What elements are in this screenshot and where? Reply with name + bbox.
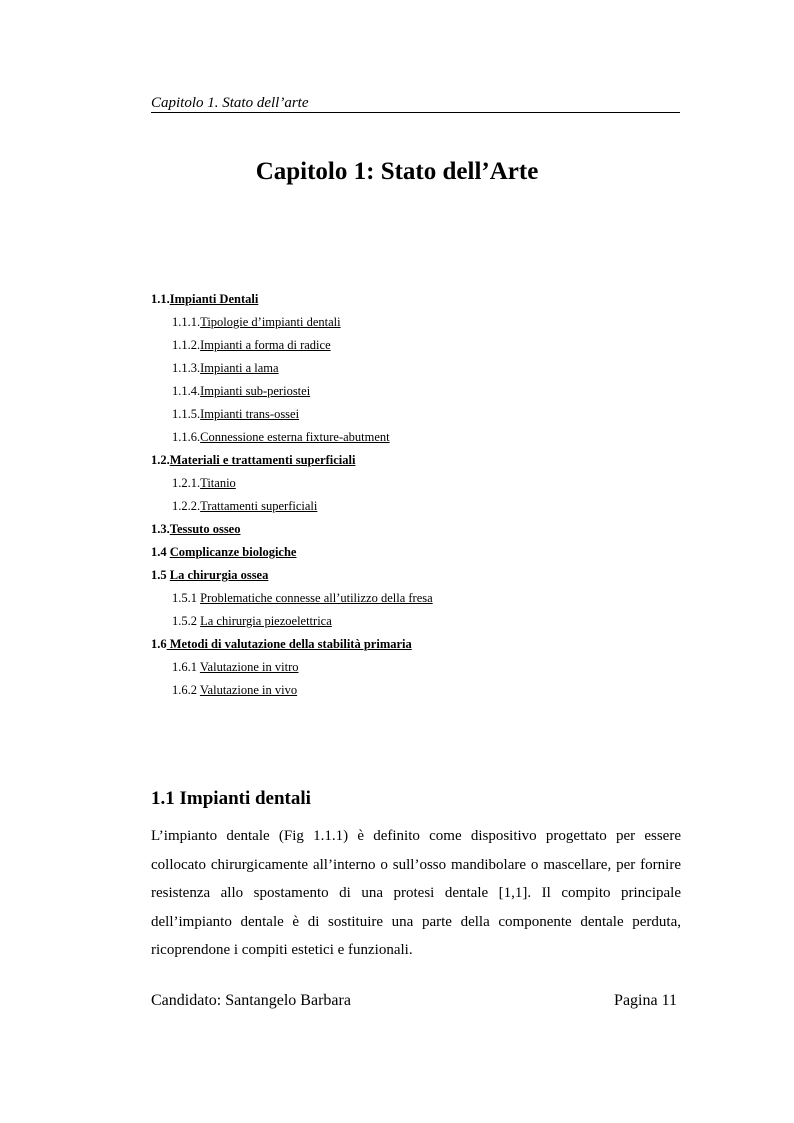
toc-entry-link[interactable]: Impianti Dentali bbox=[169, 292, 259, 306]
table-of-contents bbox=[151, 288, 691, 702]
toc-entry-link[interactable]: Valutazione in vitro bbox=[199, 660, 299, 674]
toc-entry[interactable] bbox=[151, 357, 691, 380]
toc-entry-number: 1.1.1. bbox=[172, 315, 201, 329]
toc-entry-number: 1.6 bbox=[151, 637, 167, 651]
toc-entry-number: 1.2.1. bbox=[172, 476, 201, 490]
toc-entry-number: 1.1.3. bbox=[172, 361, 201, 375]
toc-entry-link[interactable]: Impianti a forma di radice bbox=[200, 338, 331, 352]
page-footer bbox=[151, 991, 677, 1011]
toc-entry-number: 1.6.1 bbox=[172, 660, 200, 674]
toc-entry-number: 1.5 bbox=[151, 568, 170, 582]
toc-entry[interactable] bbox=[151, 334, 691, 357]
toc-entry-link[interactable]: La chirurgia ossea bbox=[169, 568, 269, 582]
toc-entry[interactable] bbox=[151, 564, 691, 587]
candidate-name: Candidato: Santangelo Barbara bbox=[151, 992, 351, 1009]
section-heading: 1.1 Impianti dentali bbox=[151, 788, 311, 809]
toc-entry-link[interactable]: Problematiche connesse all’utilizzo della fresa bbox=[200, 591, 433, 605]
toc-entry[interactable] bbox=[151, 426, 691, 449]
toc-entry[interactable] bbox=[151, 380, 691, 403]
toc-entry-link[interactable]: Connessione esterna fixture-abutment bbox=[200, 430, 390, 444]
toc-entry-number: 1.2. bbox=[151, 453, 170, 467]
toc-entry-number: 1.2.2. bbox=[172, 499, 201, 513]
toc-entry-number: 1.1.5. bbox=[172, 407, 201, 421]
toc-entry-link[interactable]: Impianti sub-periostei bbox=[200, 384, 311, 398]
chapter-title: Capitolo 1: Stato dell’Arte bbox=[255, 158, 539, 185]
toc-entry[interactable] bbox=[151, 472, 691, 495]
toc-entry[interactable] bbox=[151, 403, 691, 426]
toc-entry[interactable] bbox=[151, 541, 691, 564]
toc-entry[interactable] bbox=[151, 495, 691, 518]
toc-entry-link[interactable]: Valutazione in vivo bbox=[199, 683, 298, 697]
body-paragraph: L’impianto dentale (Fig 1.1.1) è definito come dispositivo progettato per essere collocato chirurgicamente all’interno o sull’osso mandibolare o mascellare, per fornire resistenza allo spostamento di una protesi dentale [1,1]. Il compito principale dell’impianto dentale è di sostituire una parte della componente dentale perduta, ricoprendone i compiti estetici e funzionali. bbox=[151, 828, 681, 958]
toc-entry-number: 1.1.6. bbox=[172, 430, 201, 444]
toc-entry[interactable] bbox=[151, 518, 691, 541]
toc-entry-number: 1.5.2 bbox=[172, 614, 201, 628]
toc-entry[interactable] bbox=[151, 311, 691, 334]
toc-entry-number: 1.4 bbox=[151, 545, 170, 559]
toc-entry-number: 1.1.2. bbox=[172, 338, 201, 352]
toc-entry[interactable] bbox=[151, 587, 691, 610]
page-number: Pagina 11 bbox=[614, 992, 677, 1009]
toc-entry[interactable] bbox=[151, 633, 691, 656]
toc-entry-number: 1.5.1 bbox=[172, 591, 201, 605]
toc-entry[interactable] bbox=[151, 610, 691, 633]
toc-entry-number: 1.3. bbox=[151, 522, 170, 536]
toc-entry-link[interactable]: Impianti trans-ossei bbox=[200, 407, 300, 421]
toc-entry-link[interactable]: Tipologie d’impianti dentali bbox=[200, 315, 341, 329]
toc-entry-link[interactable]: Impianti a lama bbox=[200, 361, 279, 375]
toc-entry-number: 1.1.4. bbox=[172, 384, 201, 398]
toc-entry-link[interactable]: Complicanze biologiche bbox=[169, 545, 297, 559]
toc-entry[interactable] bbox=[151, 288, 691, 311]
toc-entry-number: 1.1. bbox=[151, 292, 170, 306]
running-header: Capitolo 1. Stato dell’arte bbox=[151, 94, 680, 113]
toc-entry[interactable] bbox=[151, 679, 691, 702]
toc-entry-link[interactable]: Materiali e trattamenti superficiali bbox=[169, 453, 356, 467]
toc-entry-link[interactable]: Metodi di valutazione della stabilità primaria bbox=[166, 637, 412, 651]
toc-entry[interactable] bbox=[151, 449, 691, 472]
toc-entry-link[interactable]: Tessuto osseo bbox=[169, 522, 241, 536]
toc-entry-link[interactable]: Trattamenti superficiali bbox=[200, 499, 318, 513]
toc-entry-link[interactable]: Titanio bbox=[200, 476, 236, 490]
toc-entry[interactable] bbox=[151, 656, 691, 679]
toc-entry-number: 1.6.2 bbox=[172, 683, 200, 697]
toc-entry-link[interactable]: La chirurgia piezoelettrica bbox=[200, 614, 332, 628]
